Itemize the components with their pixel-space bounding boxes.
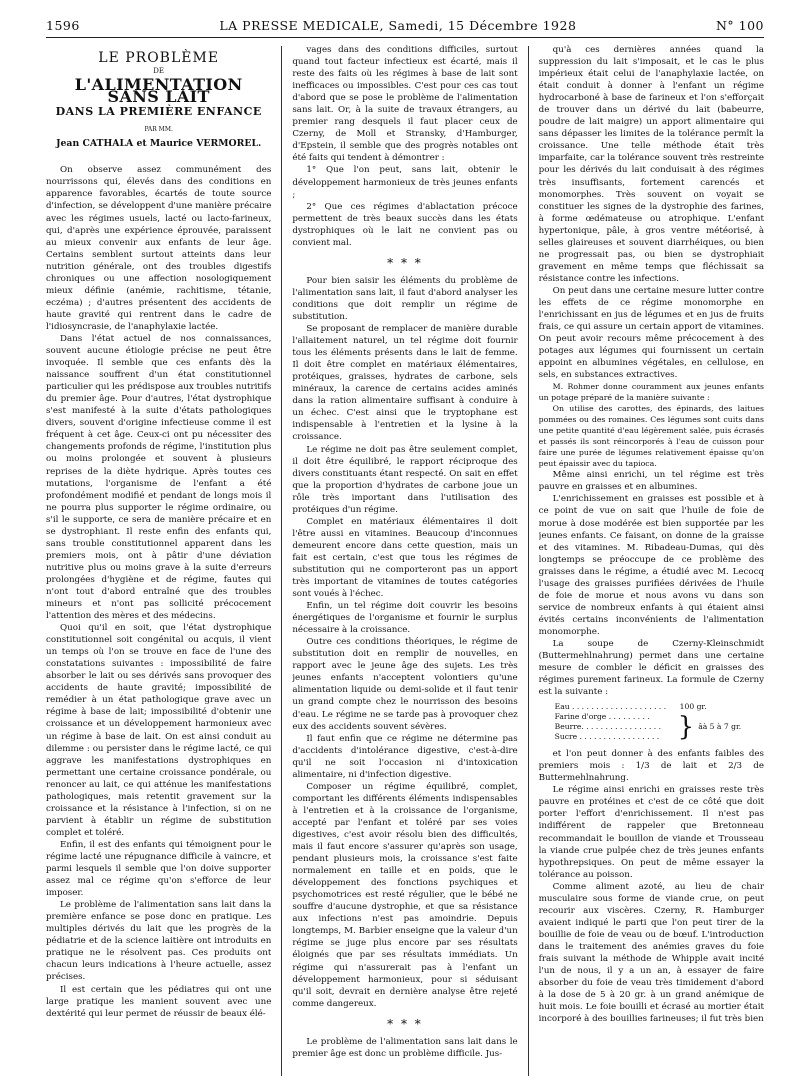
paragraph: Comme aliment azoté, au lieu de chair musculaire sous forme de viande crue, on peut recourir aux viscères. Czerny, R. Hamburger avaient indiqué le parti que l'on peut tirer de la bouillie de foie de veau ou de bœuf. L'introduction dans le traitement des anémies graves du foie frais suivant la méthode de Whipple avait incité l'un de nous, il y a un an, à essayer de faire absorber du foie de veau très timidement d'abord à la dose de 5 à 20 gr. à un grand anémique de huit mois. Le foie bouilli et écrasé au mortier était incorporé à des bouillies farineuses; il fut très bien [538, 881, 764, 1025]
article-title-block [46, 52, 271, 150]
paragraph: Le régime ainsi enrichi en graisses reste très pauvre en protéines et c'est de ce côté que doit porter l'effort d'enrichissement. Il n'est pas indifférent de rappeler que Bretonneau recommandait le bouillon de viande et Trousseau la viande crue pulpée chez de très jeunes enfants hypothrepsiques. On peut de même essayer la tolérance au poisson. [538, 785, 764, 880]
issue-number: N° 100 [715, 18, 764, 33]
paragraph: Dans l'état actuel de nos connaissances, souvent aucune étiologie précise ne peut être invoquée. Il semble que ces enfants dès la naissance souffrent d'un état constitutionnel particulier qui les prédispose aux troubles nutritifs du premier âge. Pour d'autres, l'état dystrophique s'est manifesté à la suite d'états pathologiques divers, souvent d'origine infectieuse comme il est fréquent à cet âge. Ceux-ci ont pu nécessiter des changements profonds de régime, l'institution plus ou moins prolongée et souvent à plusieurs reprises de la diète hydrique. Après toutes ces mutations, l'organisme de l'enfant a été profondément modifié et pendant de longs mois il ne pourra plus supporter le régime ordinaire, ou s'il le supporte, ce sera de manière précaire et en se dystrophiant. Il reste enfin des enfants qui, sans trouble constitutionnel apparent dans les premiers mois, ont à pâtir d'une déviation nutritive plus ou moins grave à la suite d'erreurs prolongées d'hygiène et de régime, fautes qui n'ont tout d'abord entraîné que des troubles mineurs et n'ont pas sollicité précocement l'attention des mères et des médecins. [46, 333, 272, 622]
paragraph: Complet en matériaux élémentaires il doit l'être aussi en vitamines. Beaucoup d'inconnues demeurent encore dans cette question, mais un fait est certain, c'est que tous les régimes de substitution qui ne comporteront pas un apport très important de vitamines de toutes catégories sont voués à l'échec. [292, 516, 518, 600]
paragraph: 1° Que l'on peut, sans lait, obtenir le développement harmonieux de très jeunes enfants ; [292, 165, 518, 200]
paragraph: Il est certain que les pédiatres qui ont une large pratique les manient souvent avec une dextérité qui leur permet de réussir de beaux élé- [46, 984, 272, 1019]
paragraph: Le problème de l'alimentation sans lait dans la première enfance se pose donc en pratique. Les multiples dérivés du lait que les progrès de la pédiatrie et de la science laitière ont introduits en pratique ne le résolvent pas. Ces produits ont chacun leurs indications à l'heure actuelle, assez précises. [46, 900, 272, 983]
formula-beurre: Beurre. . . . . . . . . . . . . . . . . [554, 722, 662, 732]
czerny-formula [555, 702, 764, 742]
column-1 [46, 44, 271, 1076]
paragraph: On peut dans une certaine mesure lutter contre les effets de ce régime monomorphe en l'enrichissant en jus de légumes et en jus de fruits frais, ce qui assure un certain apport de vitamines. On peut avoir recours même précocement à des potages aux légumes qui fournissent un certain appoint en albumines végétales, en cellulose, en sels, en substances extractives. [538, 285, 764, 381]
section-stars: * * * [387, 255, 423, 270]
brace-icon: } [677, 712, 695, 743]
formula-group-value: âà 5 à 7 gr. [698, 722, 742, 732]
columns [46, 44, 764, 1076]
paragraph: L'enrichissement en graisses est possible et à ce point de vue on sait que l'huile de foie de morue à dose modérée est bien supportée par les jeunes enfants. Ce faisant, on donne de la graisse et des vitamines. M. Ribadeau-Dumas, qui dès longtemps se préoccupe de ce problème des graisses dans le régime, a étudié avec M. Lecocq l'usage des graisses purifiées dérivées de l'huile de foie de morue et nous avons vu dans son service de nombreux enfants à qui étaient ainsi évités certains inconvénients de l'alimentation monomorphe. [538, 494, 764, 637]
paragraph: Pour bien saisir les éléments du problème de l'alimentation sans lait, il faut d'abord analyser les conditions que doit remplir un régime de substitution. [292, 275, 518, 322]
newspaper-page [46, 18, 764, 1076]
article-subtitle: DANS LA PREMIÈRE ENFANCE [55, 105, 262, 119]
article-title: L'ALIMENTATION SANS LAIT [74, 75, 243, 107]
par-label: PAR MM. [144, 126, 173, 134]
formula-eau: Eau . . . . . . . . . . . . . . . . . . . . [554, 702, 667, 712]
paragraph: Se proposant de remplacer de manière durable l'allaitement naturel, un tel régime doit fournir tous les éléments présents dans le lait de femme. Il doit être complet en matériaux élémentaires, protéiques, graisses, hydrates de carbone, sels minéraux, la carence de certains acides aminés dans la ration alimentaire suffisant à conduire à un échec. C'est ainsi que le tryptophane est indispensable à l'entretien et la lysine à la croissance. [292, 324, 518, 443]
column-2 [292, 44, 517, 1076]
title-top: LE PROBLÈME [98, 50, 220, 66]
formula-eau-value: 100 gr. [679, 702, 707, 712]
paragraph: Le problème de l'alimentation sans lait dans le premier âge est donc un problème difficile. Jus- [292, 1036, 518, 1059]
paragraph: 2° Que ces régimes d'ablactation précoce permettent de très beaux succès dans les états dystrophiques où le lait ne convient pas ou convient mal. [292, 201, 518, 248]
paragraph: Il faut enfin que ce régime ne détermine pas d'accidents d'intolérance digestive, c'est-à-dire qu'il ne soit l'occasion ni d'intoxication alimentaire, ni d'infection digestive. [292, 733, 518, 780]
paragraph: Outre ces conditions théoriques, le régime de substitution doit en remplir de nouvelles, en rapport avec le jeune âge des sujets. Les très jeunes enfants n'acceptent volontiers qu'une alimentation liquide ou demi-solide et il faut tenir un grand compte chez le nourrisson des besoins d'eau. Le régime ne se tarde pas à provoquer chez eux des accidents souvent sévères. [292, 637, 518, 732]
paragraph: vages dans des conditions difficiles, surtout quand tout facteur infectieux est écarté, mais il reste des faits où les régimes à base de lait sont inefficaces ou impossibles. C'est pour ces cas tout d'abord que se pose le problème de l'alimentation sans lait. Or, à la suite de travaux étrangers, au premier rang desquels il faut placer ceux de Czerny, de Moll et Stransky, d'Hamburger, d'Epstein, il semble que des progrès notables ont été faits qui tendent à démontrer : [292, 45, 518, 164]
column-rule [281, 46, 282, 1076]
formula-farine: Farine d'orge . . . . . . . . . [554, 712, 650, 722]
column-3 [539, 44, 764, 1076]
paragraph: Composer un régime équilibré, complet, comportant les différents éléments indispensables à l'entretien et à la croissance de l'organisme, accepté par l'enfant et toléré par ses voies digestives, c'est avoir résolu bien des difficultés, mais il faut encore s'assurer qu'après son usage, pendant plusieurs mois, la croissance s'est faite normalement en taille et en poids, que le développement des fonctions psychiques et psychomotrices est resté régulier, que le bébé ne souffre d'aucune dystrophie, et que sa résistance aux infections n'est pas amoindrie. Depuis longtemps, M. Barbier enseigne que la valeur d'un régime se juge plus encore par ses résultats éloignés que par ses résultats immédiats. Un régime qui n'assurerait pas à l'enfant un développement harmonieux, pour si séduisant qu'il soit, devrait en dernière analyse être rejeté comme dangereux. [292, 781, 518, 1009]
paragraph: On observe assez communément des nourrissons qui, élevés dans des conditions en apparence favorables, écartés de toute source d'infection, se développent d'une manière précaire avec les régimes usuels, lacté ou lacto-farineux, qui, d'après une expérience éprouvée, paraissent au mieux convenir aux enfants de leur âge. Certains semblent surtout atteints dans leur nutrition générale, ont des troubles digestifs chroniques ou une affection nosologiquement mieux définie (anémie, rachitisme, tétanie, eczéma) ; d'autres présentent des accidents de haute gravité qui rentrent dans le cadre de l'idiosyncrasie, de l'anaphylaxie lactée. [46, 165, 272, 332]
paragraph: Quoi qu'il en soit, que l'état dystrophique constitutionnel soit congénital ou acquis, il vient un temps où l'on se trouve en face de l'une des constatations suivantes : impossibilité de faire absorber le lait ou ses dérivés sans provoquer des accidents de haute gravité; impossibilité de remédier à un état pathologique grave avec un régime à base de lait; impossibilité d'obtenir une croissance et un développement harmonieux avec un régime à base de lait. On est ainsi conduit au dilemme : ou persister dans le régime lacté, ce qui aggrave les manifestations dystrophiques en permettant une certaine croissance pondérale, ou renoncer au lait, ce qui atténue les manifestations pathologiques, mais retentit gravement sur la croissance et la résistance à l'infection, si on ne parvient à établir un régime de substitution complet et toléré. [46, 623, 272, 838]
page-number: 1596 [46, 18, 80, 33]
page-header [46, 18, 764, 38]
paragraph: Enfin, un tel régime doit couvrir les besoins énergétiques de l'organisme et fournir le surplus nécessaire à la croissance. [292, 601, 518, 636]
formula-sucre: Sucre . . . . . . . . . . . . . . . . . [554, 732, 660, 742]
paragraph: On utilise des carottes, des épinards, des laitues pommées ou des romaines. Ces légumes sont cuits dans une petite quantité d'eau légèrement salée, puis écrasés et passés ils sont réincorporés à l'eau de cuisson pour faire une purée de légumes relativement épaisse qu'on peut épaissir avec du tapioca. [538, 404, 764, 469]
title-de: DE [153, 67, 165, 76]
paragraph: Même ainsi enrichi, un tel régime est très pauvre en graisses et en albumines. [538, 470, 764, 493]
section-stars: * * * [387, 1016, 423, 1031]
paragraph: et l'on peut donner à des enfants faibles des premiers mois : 1/3 de lait et 2/3 de Buttermehlnahrung. [538, 749, 764, 784]
authors: Jean CATHALA et Maurice VERMOREL. [56, 138, 262, 150]
paragraph: Enfin, il est des enfants qui témoignent pour le régime lacté une répugnance difficile à vaincre, et parmi lesquels il semble que l'on doive supporter assez mal ce régime qu'on s'efforce de leur imposer. [46, 839, 272, 899]
paragraph: Le régime ne doit pas être seulement complet, il doit être équilibré, le rapport réciproque des divers constituants étant respecté. On sait en effet que la proportion d'hydrates de carbone joue un rôle très important dans l'utilisation des protéiques d'un régime. [292, 444, 518, 515]
journal-title: LA PRESSE MEDICALE, Samedi, 15 Décembre 1928 [219, 18, 577, 33]
column-rule [528, 46, 529, 1076]
paragraph: qu'à ces dernières années quand la suppression du lait s'imposait, et le cas le plus impérieux était celui de l'anaphylaxie lactée, on était conduit à donner à l'enfant un régime hydrocarboné à base de farineux et l'on s'efforçait de trouver dans un dérivé du lait (babeurre, poudre de lait maigre) un apport alimentaire qui sans dépasser les limites de la tolérance permît la croissance. Une telle méthode était très imparfaite, car la tolérance souvent très restreinte pour les dérivés du lait conduisait à des régimes très insuffisants, fortement carencés et monomorphes. Très souvent on voyait se constituer les signes de la dystrophie des farines, à forme œdémateuse ou atrophique. L'enfant hypertonique, pâle, à gros ventre météorisé, à selles glaireuses et souvent diarrhéiques, ou bien ne progressait pas, ou bien se dystrophiait gravement en même temps que fléchissait sa résistance contre les infections. [538, 45, 764, 284]
paragraph: M. Rohmer donne couramment aux jeunes enfants un potage préparé de la manière suivante : [538, 382, 764, 403]
paragraph: La soupe de Czerny-Kleinschmidt (Buttermehlnahrung) permet dans une certaine mesure de combler le déficit en graisses des régimes purement farineux. La formule de Czerny est la suivante : [538, 638, 764, 698]
